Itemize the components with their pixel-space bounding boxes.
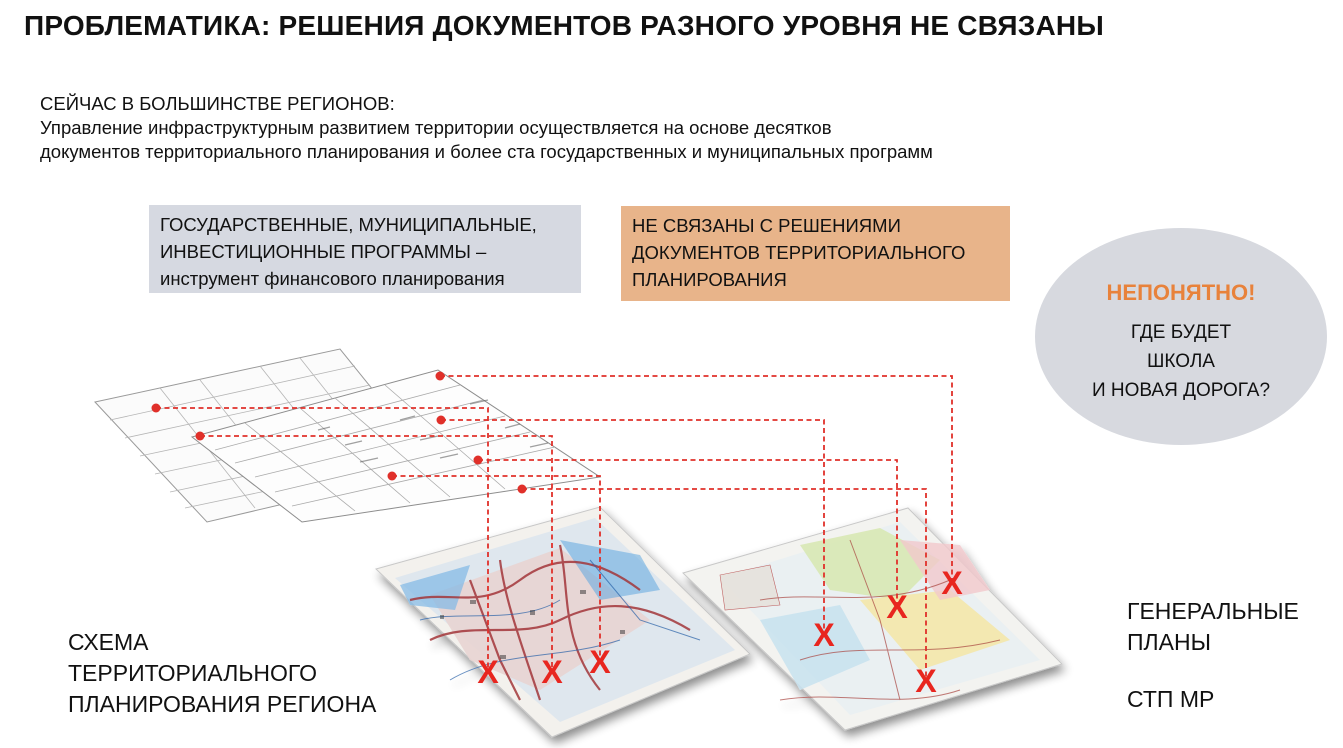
programs-line-2: ИНВЕСТИЦИОННЫЕ ПРОГРАММЫ – <box>160 241 487 262</box>
connector-dot <box>152 404 161 413</box>
connector-dot <box>518 485 527 494</box>
unlinked-line-3: ПЛАНИРОВАНИЯ <box>632 269 787 290</box>
cross-icon: X <box>941 565 963 601</box>
unlinked-line-1: НЕ СВЯЗАНЫ С РЕШЕНИЯМИ <box>632 215 901 236</box>
connector-dot <box>474 456 483 465</box>
bubble-heading: НЕПОНЯТНО! <box>1106 280 1256 305</box>
general-plans-label <box>1127 596 1299 658</box>
bubble-line-1: ГДЕ БУДЕТ <box>1130 322 1232 343</box>
intro-line-2: документов территориального планирования и более ста государственных и муниципальных программ <box>40 141 933 162</box>
cross-icon: X <box>541 654 563 690</box>
cross-icon: X <box>589 644 611 680</box>
page-title: ПРОБЛЕМАТИКА: РЕШЕНИЯ ДОКУМЕНТОВ РАЗНОГО УРОВНЯ НЕ СВЯЗАНЫ <box>24 10 1104 41</box>
regional-plan-label <box>68 627 376 720</box>
cross-icon: X <box>813 617 835 653</box>
programs-line-1: ГОСУДАРСТВЕННЫЕ, МУНИЦИПАЛЬНЫЕ, <box>160 214 537 235</box>
stp-label-line-3: ПЛАНИРОВАНИЯ РЕГИОНА <box>68 691 377 717</box>
bubble-line-3: И НОВАЯ ДОРОГА? <box>1091 380 1271 401</box>
connector-dot <box>437 416 446 425</box>
cross-icon: X <box>886 589 908 625</box>
unlinked-line-2: ДОКУМЕНТОВ ТЕРРИТОРИАЛЬНОГО <box>632 242 966 263</box>
programs-line-3: инструмент финансового планирования <box>160 268 505 289</box>
stp-label-line-1: СХЕМА <box>68 629 149 655</box>
regional-plan-map <box>376 507 750 737</box>
stp-label-line-2: ТЕРРИТОРИАЛЬНОГО <box>68 660 317 686</box>
gp-label-line-1: ГЕНЕРАЛЬНЫЕ <box>1127 598 1299 624</box>
general-plans-map <box>683 508 1062 730</box>
cross-icon: X <box>477 654 499 690</box>
bubble-line-2: ШКОЛА <box>1147 351 1215 372</box>
municipal-plan-label: СТП МР <box>1127 686 1215 712</box>
connector-dot <box>388 472 397 481</box>
gp-label-line-2: ПЛАНЫ <box>1127 629 1211 655</box>
intro-heading: СЕЙЧАС В БОЛЬШИНСТВЕ РЕГИОНОВ: <box>40 93 395 114</box>
cross-icon: X <box>915 663 937 699</box>
intro-line-1: Управление инфраструктурным развитием территории осуществляется на основе десятков <box>40 117 832 138</box>
connector-dot <box>436 372 445 381</box>
connector-dot <box>196 432 205 441</box>
